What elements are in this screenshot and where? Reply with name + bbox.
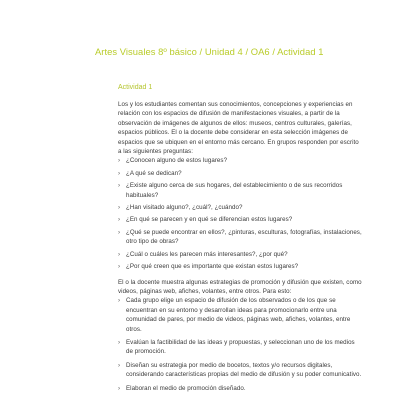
question-text: ¿Cuál o cuáles les parecen más interesantes?, ¿por qué?: [126, 250, 288, 258]
list-item: [118, 262, 362, 271]
list-item: [118, 169, 362, 178]
list-item: [118, 384, 362, 393]
list-item: [118, 296, 362, 334]
step-text: Evalúan la factibilidad de las ideas y propuestas, y seleccionan uno de los medios de promoción.: [126, 338, 355, 356]
intro-paragraph: Los y los estudiantes comentan sus conocimientos, concepciones y experiencias en relación con los espacios de difusión de manifestaciones visuales, a partir de la observación de imágenes de algunos de ellos: museos, centros culturales, galerías, espacios públicos. El o la docente debe considerar en esta selección imágenes de espacios que se ubiquen en el entorno más cercano. En grupos responden por escrito a las siguientes preguntas:: [118, 101, 359, 156]
chevron-right-icon: ›: [118, 250, 121, 258]
question-text: ¿Existe alguno cerca de sus hogares, del establecimiento o de sus recorridos habituales?: [126, 182, 343, 199]
list-item: [118, 156, 362, 165]
chevron-right-icon: ›: [118, 204, 121, 212]
chevron-right-icon: ›: [118, 338, 121, 346]
step-text: Cada grupo elige un espacio de difusión de los observados o de los que se encuentran en su entorno y desarrollan ideas para promocionarlo entre una comunidad de pares, por medio de videos, páginas web, afiches, volantes, entre otros.: [126, 297, 351, 333]
question-text: ¿Han visitado alguno?, ¿cuál?, ¿cuándo?: [126, 204, 243, 212]
chevron-right-icon: ›: [118, 384, 121, 392]
list-item: [118, 361, 362, 380]
list-item: [118, 338, 362, 357]
list-item: [118, 203, 362, 212]
chevron-right-icon: ›: [118, 157, 121, 165]
list-item: [118, 215, 362, 224]
chevron-right-icon: ›: [118, 182, 121, 190]
list-item: [118, 228, 362, 247]
chevron-right-icon: ›: [118, 169, 121, 177]
step-text: Elaboran el medio de promoción diseñado.: [126, 384, 246, 392]
chevron-right-icon: ›: [118, 216, 121, 224]
question-text: ¿Por qué creen que es importante que existan estos lugares?: [126, 263, 299, 271]
list-item: [118, 181, 362, 200]
chevron-right-icon: ›: [118, 263, 121, 271]
chevron-right-icon: ›: [118, 361, 121, 369]
chevron-right-icon: ›: [118, 297, 121, 305]
activity-content: [118, 84, 362, 397]
step-text: Diseñan su estrategia por medio de bocetos, textos y/o recursos digitales, considerando características propias del medio de difusión y su poder comunicativo.: [126, 361, 362, 379]
chevron-right-icon: ›: [118, 228, 121, 236]
question-text: ¿Conocen alguno de estos lugares?: [126, 157, 228, 165]
question-text: ¿En qué se parecen y en qué se diferencian estos lugares?: [126, 216, 293, 224]
breadcrumb: Artes Visuales 8º básico / Unidad 4 / OA6 / Actividad 1: [95, 46, 324, 57]
question-list: [118, 156, 362, 271]
list-item: [118, 250, 362, 259]
question-text: ¿A qué se dedican?: [126, 169, 182, 177]
second-paragraph: El o la docente muestra algunas estrategias de promoción y difusión que existen, como videos, páginas web, afiches, volantes, entre otros. Para esto:: [118, 278, 362, 295]
section-title: Actividad 1: [118, 84, 153, 91]
question-text: ¿Qué se puede encontrar en ellos?, ¿pinturas, esculturas, fotografías, instalaciones, otro tipo de obras?: [126, 228, 362, 246]
activity-steps-list: [118, 296, 362, 393]
